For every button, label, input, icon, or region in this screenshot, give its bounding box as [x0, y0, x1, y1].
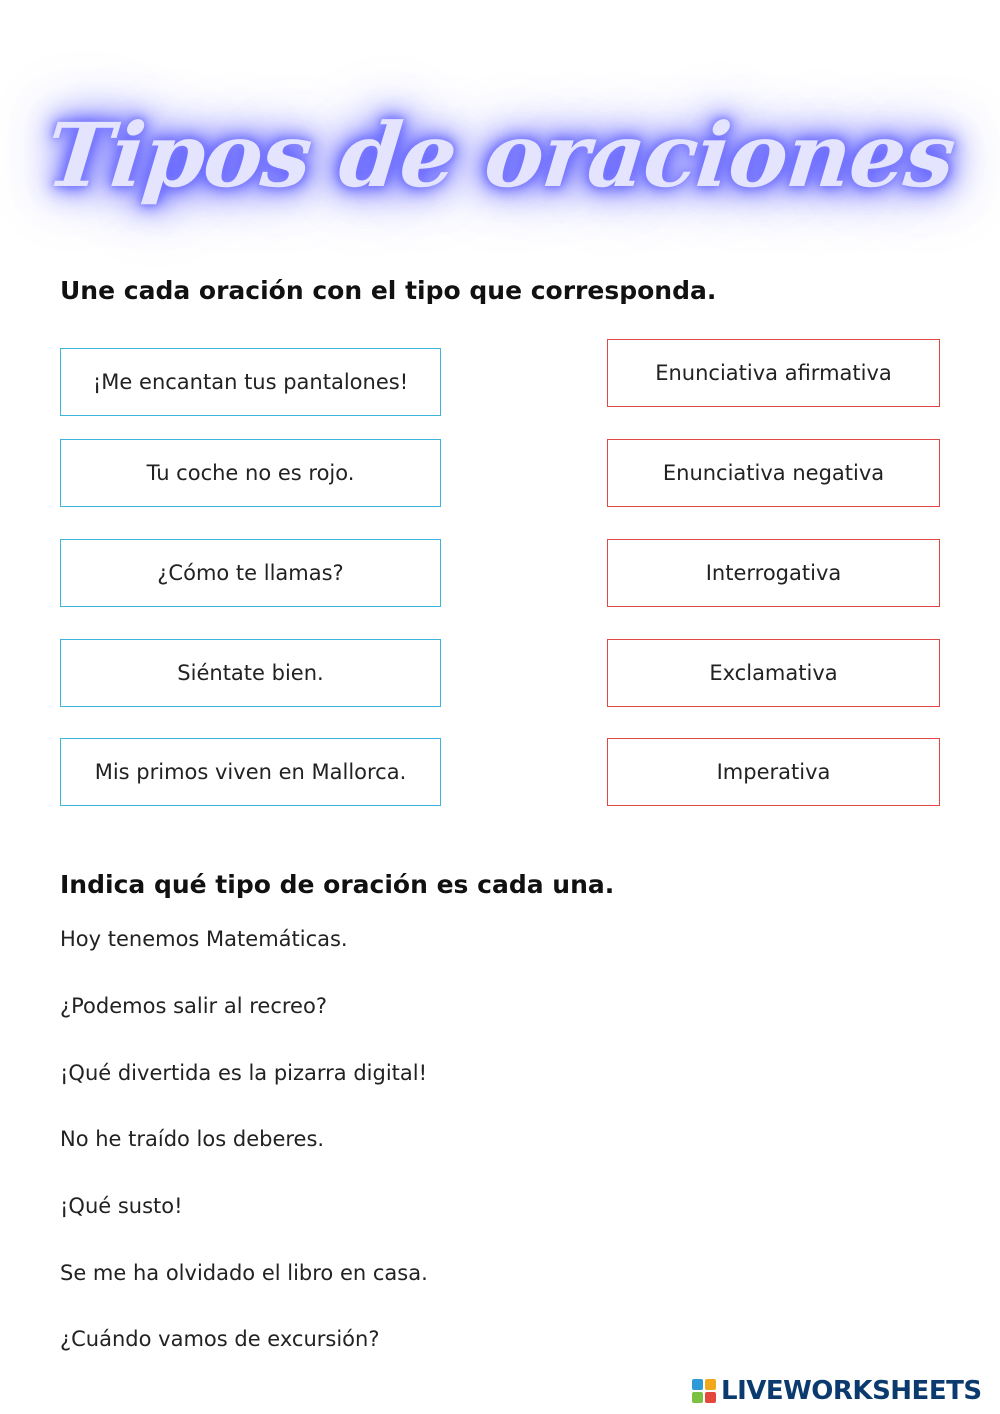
- match-sentence-1[interactable]: ¡Me encantan tus pantalones!: [60, 348, 441, 416]
- classify-sentence-2: ¿Podemos salir al recreo?: [60, 994, 327, 1018]
- match-type-exclamativa[interactable]: Exclamativa: [607, 639, 940, 707]
- liveworksheets-logo[interactable]: [692, 1374, 982, 1408]
- logo-text: LIVEWORKSHEETS: [721, 1376, 982, 1406]
- classify-sentence-3: ¡Qué divertida es la pizarra digital!: [60, 1061, 428, 1085]
- match-sentence-4[interactable]: Siéntate bien.: [60, 639, 441, 707]
- match-sentence-2[interactable]: Tu coche no es rojo.: [60, 439, 441, 507]
- classify-sentence-7: ¿Cuándo vamos de excursión?: [60, 1327, 380, 1351]
- match-type-interrogativa[interactable]: Interrogativa: [607, 539, 940, 607]
- classify-instruction: Indica qué tipo de oración es cada una.: [60, 870, 615, 899]
- match-type-enunciativa-negativa[interactable]: Enunciativa negativa: [607, 439, 940, 507]
- page-title: Tipos de oraciones: [41, 103, 959, 207]
- matching-instruction: Une cada oración con el tipo que corresponda.: [60, 276, 717, 305]
- match-type-imperativa[interactable]: Imperativa: [607, 738, 940, 806]
- liveworksheets-logo-icon: [692, 1379, 716, 1403]
- match-sentence-5[interactable]: Mis primos viven en Mallorca.: [60, 738, 441, 806]
- title-area: [0, 70, 1000, 240]
- classify-sentence-1: Hoy tenemos Matemáticas.: [60, 927, 348, 951]
- classify-sentence-4: No he traído los deberes.: [60, 1127, 325, 1151]
- match-type-enunciativa-afirmativa[interactable]: Enunciativa afirmativa: [607, 339, 940, 407]
- classify-sentence-5: ¡Qué susto!: [60, 1194, 183, 1218]
- classify-sentence-6: Se me ha olvidado el libro en casa.: [60, 1261, 428, 1285]
- match-sentence-3[interactable]: ¿Cómo te llamas?: [60, 539, 441, 607]
